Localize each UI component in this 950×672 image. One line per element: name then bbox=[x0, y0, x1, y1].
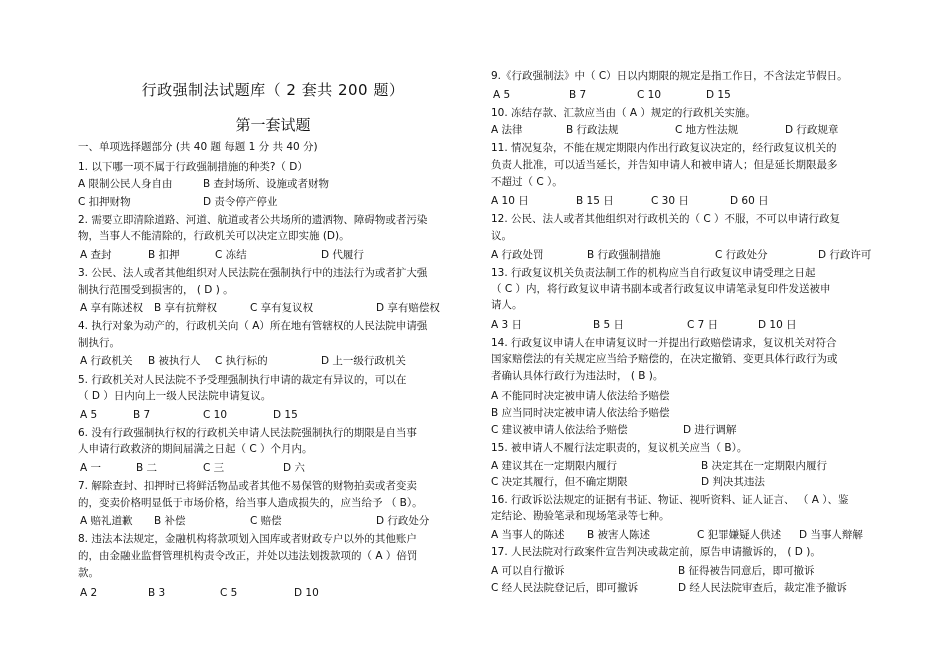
question-text: 者确认具体行政行为违法时， ( B )。 bbox=[491, 370, 664, 382]
answer-option: C 扣押财物 bbox=[78, 196, 131, 208]
answer-option: D 经人民法院审查后，裁定准予撤诉 bbox=[678, 582, 847, 594]
answer-option: A 行政处罚 bbox=[491, 249, 544, 261]
answer-option: C 7 日 bbox=[687, 319, 719, 331]
answer-option: A 享有陈述权 bbox=[80, 302, 144, 314]
answer-option: C 经人民法院登记后，即可撤诉 bbox=[491, 582, 639, 594]
answer-option: B 15 日 bbox=[576, 195, 614, 207]
question-text: 13. 行政复议机关负责法制工作的机构应当自行政复议申请受理之日起 bbox=[491, 267, 816, 279]
section-header: 一、单项选择题部分 (共 40 题 每题 1 分 共 40 分) bbox=[78, 141, 318, 153]
question-text: 15. 被申请人不履行法定职责的，复议机关应当（ B）。 bbox=[491, 442, 748, 454]
question-text: 5. 行政机关对人民法院不予受理强制执行申请的裁定有异议的，可以在 bbox=[78, 374, 407, 386]
answer-option: C 5 bbox=[220, 587, 238, 599]
answer-option: A 5 bbox=[493, 89, 511, 101]
answer-option: A 10 日 bbox=[491, 195, 529, 207]
answer-option: C 赔偿 bbox=[250, 515, 282, 527]
answer-option: D 责令停产停业 bbox=[203, 196, 278, 208]
answer-option: C 执行标的 bbox=[215, 355, 268, 367]
question-text: 12. 公民、法人或者其他组织对行政机关的（ C ）不服，不可以申请行政复 bbox=[491, 213, 841, 225]
question-text: 不超过（ C ）。 bbox=[491, 176, 563, 188]
answer-option: C 建议被申请人依法给予赔偿 bbox=[491, 424, 628, 436]
question-text: 议。 bbox=[491, 230, 512, 242]
answer-option: A 2 bbox=[80, 587, 98, 599]
answer-option: B 行政强制措施 bbox=[587, 249, 661, 261]
answer-option: B 应当同时决定被申请人依法给予赔偿 bbox=[491, 407, 670, 419]
answer-option: C 行政处分 bbox=[715, 249, 768, 261]
answer-option: B 征得被告同意后，即可撤诉 bbox=[678, 565, 815, 577]
question-text: 9.《行政强制法》中（ C）日以内期限的规定是指工作日，不含法定节假日。 bbox=[491, 70, 848, 82]
question-text: 制执行范围受到损害的， ( D ) 。 bbox=[78, 284, 234, 296]
answer-option: A 3 日 bbox=[491, 319, 523, 331]
answer-option: A 行政机关 bbox=[80, 355, 133, 367]
answer-option: A 5 bbox=[80, 409, 98, 421]
answer-option: A 不能同时决定被申请人依法给予赔偿 bbox=[491, 390, 670, 402]
question-text: 3. 公民、法人或者其他组织对人民法院在强制执行中的违法行为或者扩大强 bbox=[78, 267, 428, 279]
question-text: 制执行。 bbox=[78, 337, 120, 349]
document-title: 行政强制法试题库（ 2 套共 200 题） bbox=[141, 81, 405, 99]
question-text: 7. 解除查封、扣押时已将鲜活物品或者其他不易保管的财物拍卖或者变卖 bbox=[78, 480, 417, 492]
question-text: 负责人批准，可以适当延长，并告知申请人和被申请人；但是延长期限最多 bbox=[491, 159, 838, 171]
question-text: （ D ）日内向上一级人民法院申请复议。 bbox=[78, 390, 272, 402]
answer-option: C 冻结 bbox=[215, 249, 247, 261]
answer-option: B 查封场所、设施或者财物 bbox=[203, 178, 330, 190]
answer-option: D 15 bbox=[273, 409, 298, 421]
answer-option: D 当事人辩解 bbox=[799, 529, 863, 541]
question-text: （ C ）内，将行政复议申请书副本或者行政复议申请笔录复印件发送被申 bbox=[491, 283, 831, 295]
answer-option: A 当事人的陈述 bbox=[491, 529, 565, 541]
answer-option: B 二 bbox=[136, 462, 158, 474]
answer-option: C 享有复议权 bbox=[250, 302, 314, 314]
question-text: 人申请行政救济的期间届满之日起（ C ）个月内。 bbox=[78, 443, 313, 455]
answer-option: C 决定其履行，但不确定期限 bbox=[491, 476, 628, 488]
set-title: 第一套试题 bbox=[235, 116, 311, 134]
question-text: 16. 行政诉讼法规定的证据有书证、物证、视听资料、证人证言、 （ A ）、鉴 bbox=[491, 494, 849, 506]
answer-option: B 决定其在一定期限内履行 bbox=[701, 460, 828, 472]
question-text: 8. 违法本法规定，金融机构将款项划入国库或者财政专户以外的其他账户 bbox=[78, 533, 417, 545]
answer-option: D 60 日 bbox=[730, 195, 769, 207]
answer-option: B 补偿 bbox=[154, 515, 186, 527]
answer-option: B 行政法规 bbox=[566, 124, 619, 136]
question-text: 1. 以下哪一项不属于行政强制措施的种类?（ D） bbox=[78, 161, 308, 173]
answer-option: B 享有抗辩权 bbox=[154, 302, 218, 314]
answer-option: D 六 bbox=[283, 462, 305, 474]
answer-option: B 5 日 bbox=[593, 319, 625, 331]
answer-option: A 查封 bbox=[80, 249, 112, 261]
answer-option: A 法律 bbox=[491, 124, 523, 136]
question-text: 国家赔偿法的有关规定应当给予赔偿的，在决定撤销、变更具体行政行为或 bbox=[491, 353, 838, 365]
question-text: 6. 没有行政强制执行权的行政机关申请人民法院强制执行的期限是自当事 bbox=[78, 427, 417, 439]
question-text: 款。 bbox=[78, 567, 99, 579]
question-text: 的，变卖价格明显低于市场价格，给当事人造成损失的，应当给予 （ B）。 bbox=[78, 497, 423, 509]
answer-option: D 享有赔偿权 bbox=[376, 302, 440, 314]
answer-option: B 7 bbox=[133, 409, 151, 421]
question-text: 请人。 bbox=[491, 299, 523, 311]
answer-option: A 限制公民人身自由 bbox=[78, 178, 173, 190]
answer-option: C 30 日 bbox=[651, 195, 689, 207]
answer-option: A 赔礼道歉 bbox=[80, 515, 133, 527]
answer-option: B 被害人陈述 bbox=[587, 529, 651, 541]
answer-option: D 15 bbox=[706, 89, 731, 101]
answer-option: D 进行调解 bbox=[683, 424, 737, 436]
question-text: 10. 冻结存款、汇款应当由（ A ）规定的行政机关实施。 bbox=[491, 107, 756, 119]
answer-option: D 行政处分 bbox=[376, 515, 430, 527]
answer-option: C 犯罪嫌疑人供述 bbox=[697, 529, 782, 541]
answer-option: B 扣押 bbox=[148, 249, 180, 261]
answer-option: A 一 bbox=[80, 462, 102, 474]
question-text: 17. 人民法院对行政案件宣告判决或裁定前，原告申请撤诉的， ( D )。 bbox=[491, 546, 821, 558]
question-text: 14. 行政复议申请人在申请复议时一并提出行政赔偿请求，复议机关对符合 bbox=[491, 337, 837, 349]
answer-option: D 上一级行政机关 bbox=[321, 355, 406, 367]
answer-option: D 代履行 bbox=[321, 249, 364, 261]
answer-option: C 10 bbox=[637, 89, 662, 101]
answer-option: D 10 日 bbox=[758, 319, 797, 331]
answer-option: D 10 bbox=[294, 587, 319, 599]
answer-option: C 三 bbox=[203, 462, 225, 474]
answer-option: A 建议其在一定期限内履行 bbox=[491, 460, 618, 472]
answer-option: D 行政规章 bbox=[785, 124, 839, 136]
answer-option: B 7 bbox=[569, 89, 587, 101]
answer-option: B 3 bbox=[148, 587, 166, 599]
question-text: 的，由金融业监督管理机构责令改正，并处以违法划拨款项的（ A ）倍罚 bbox=[78, 550, 418, 562]
answer-option: D 判决其违法 bbox=[701, 476, 765, 488]
answer-option: C 地方性法规 bbox=[675, 124, 739, 136]
question-text: 物，当事人不能清除的，行政机关可以决定立即实施 (D)。 bbox=[78, 230, 350, 242]
answer-option: A 可以自行撤诉 bbox=[491, 565, 565, 577]
question-text: 定结论、勘验笔录和现场笔录等七种。 bbox=[491, 510, 670, 522]
question-text: 4. 执行对象为动产的，行政机关向（ A）所在地有管辖权的人民法院申请强 bbox=[78, 320, 428, 332]
answer-option: B 被执行人 bbox=[148, 355, 201, 367]
answer-option: D 行政许可 bbox=[818, 249, 872, 261]
question-text: 2. 需要立即清除道路、河道、航道或者公共场所的遗洒物、障碍物或者污染 bbox=[78, 214, 428, 226]
question-text: 11. 情况复杂，不能在规定期限内作出行政复议决定的，经行政复议机关的 bbox=[491, 142, 837, 154]
answer-option: C 10 bbox=[203, 409, 228, 421]
